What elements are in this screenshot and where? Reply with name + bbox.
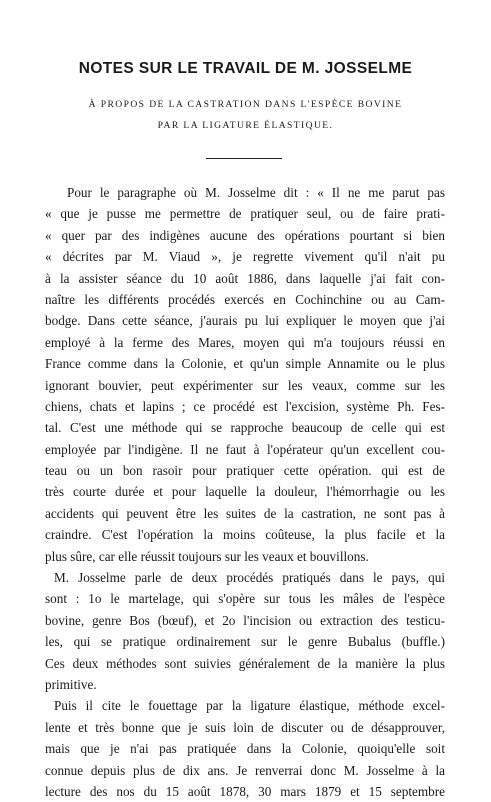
text-line: Pour le paragraphe où M. Josselme dit : « Il ne me parut pas <box>67 185 445 200</box>
text-line: mais que je n'ai pas pratiquée dans la Colonie, quoiqu'elle soit <box>45 741 445 757</box>
text-line: Ces deux méthodes sont suivies généralement de la manière la plus <box>45 655 445 671</box>
text-line: très courte durée et pour laquelle la douleur, l'hémorrhagie ou les <box>45 484 445 500</box>
text-line: tal. C'est une méthode qui se rapproche beaucoup de celle qui est <box>45 420 445 436</box>
text-line: « que je pusse me permettre de pratiquer seul, ou de faire prati- <box>45 206 445 222</box>
text-line: lecture des nos du 15 août 1878, 30 mars 1879 et 15 septembre <box>45 783 445 799</box>
paragraph-3 <box>45 695 445 802</box>
section-divider <box>206 158 282 159</box>
text-line: France comme dans la Colonie, et qu'un simple Annamite ou le plus <box>45 356 445 372</box>
text-line: bovine, genre Bos (bœuf), et 2o l'incision ou extraction des testicu- <box>45 612 445 628</box>
text-line: teau ou un bon rasoir pour pratiquer cette opération. qui est de <box>45 463 445 479</box>
text-line: sont : 1o le martelage, qui s'opère sur tous les mâles de l'espèce <box>45 591 445 607</box>
text-line: employé à la ferme des Mares, moyen qui m'a toujours réussi en <box>45 334 445 350</box>
subtitle-line-2: PAR LA LIGATURE ÉLASTIQUE. <box>157 120 334 131</box>
text-line: primitive. <box>45 676 97 692</box>
subtitle-line-1: À PROPOS DE LA CASTRATION DANS L'ESPÈCE BOVINE <box>88 99 403 110</box>
text-line: naître les différents procédés exercés en Cochinchine ou au Cam- <box>45 291 445 307</box>
page-title: NOTES SUR LE TRAVAIL DE M. JOSSELME <box>78 60 413 77</box>
text-line: lente et très bonne que je suis loin de discuter ou de désapprouver, <box>45 719 445 735</box>
text-line: employée par l'indigène. Il ne faut à l'opérateur qu'un excellent cou- <box>45 441 445 457</box>
text-line: craindre. C'est l'opération la moins coûteuse, la plus facile et la <box>45 527 445 543</box>
body-text <box>45 182 445 802</box>
text-line: Puis il cite le fouettage par la ligature élastique, méthode excel- <box>54 698 445 714</box>
text-line: connue depuis plus de dix ans. Je renverrai donc M. Josselme à la <box>45 762 445 778</box>
text-line: chiens, chats et lapins ; ce procédé est l'excision, système Ph. Fes- <box>45 398 445 414</box>
paragraph-2 <box>45 567 445 695</box>
text-line: « décrites par M. Viaud », je regrette vivement qu'il n'ait pu <box>45 249 445 265</box>
text-line: bodge. Dans cette séance, j'aurais pu lui expliquer le moyen que j'ai <box>45 313 445 329</box>
text-line: accidents qui peuvent être les suites de la castration, ne sont pas à <box>45 505 445 521</box>
text-line: ignorant bouvier, peut expérimenter sur les veaux, comme sur les <box>45 377 445 393</box>
text-line: M. Josselme parle de deux procédés pratiqués dans le pays, qui <box>54 570 445 586</box>
text-line: les, qui se pratique ordinairement sur le genre Bubalus (buffle.) <box>45 634 445 650</box>
text-line: plus sûre, car elle réussit toujours sur les veaux et bouvillons. <box>45 548 369 564</box>
text-line: à la assister séance du 10 août 1886, dans laquelle j'ai fait con- <box>45 270 445 286</box>
paragraph-1 <box>45 182 445 567</box>
text-line: « quer par des indigènes aucune des opérations pourtant si bien <box>45 227 445 243</box>
